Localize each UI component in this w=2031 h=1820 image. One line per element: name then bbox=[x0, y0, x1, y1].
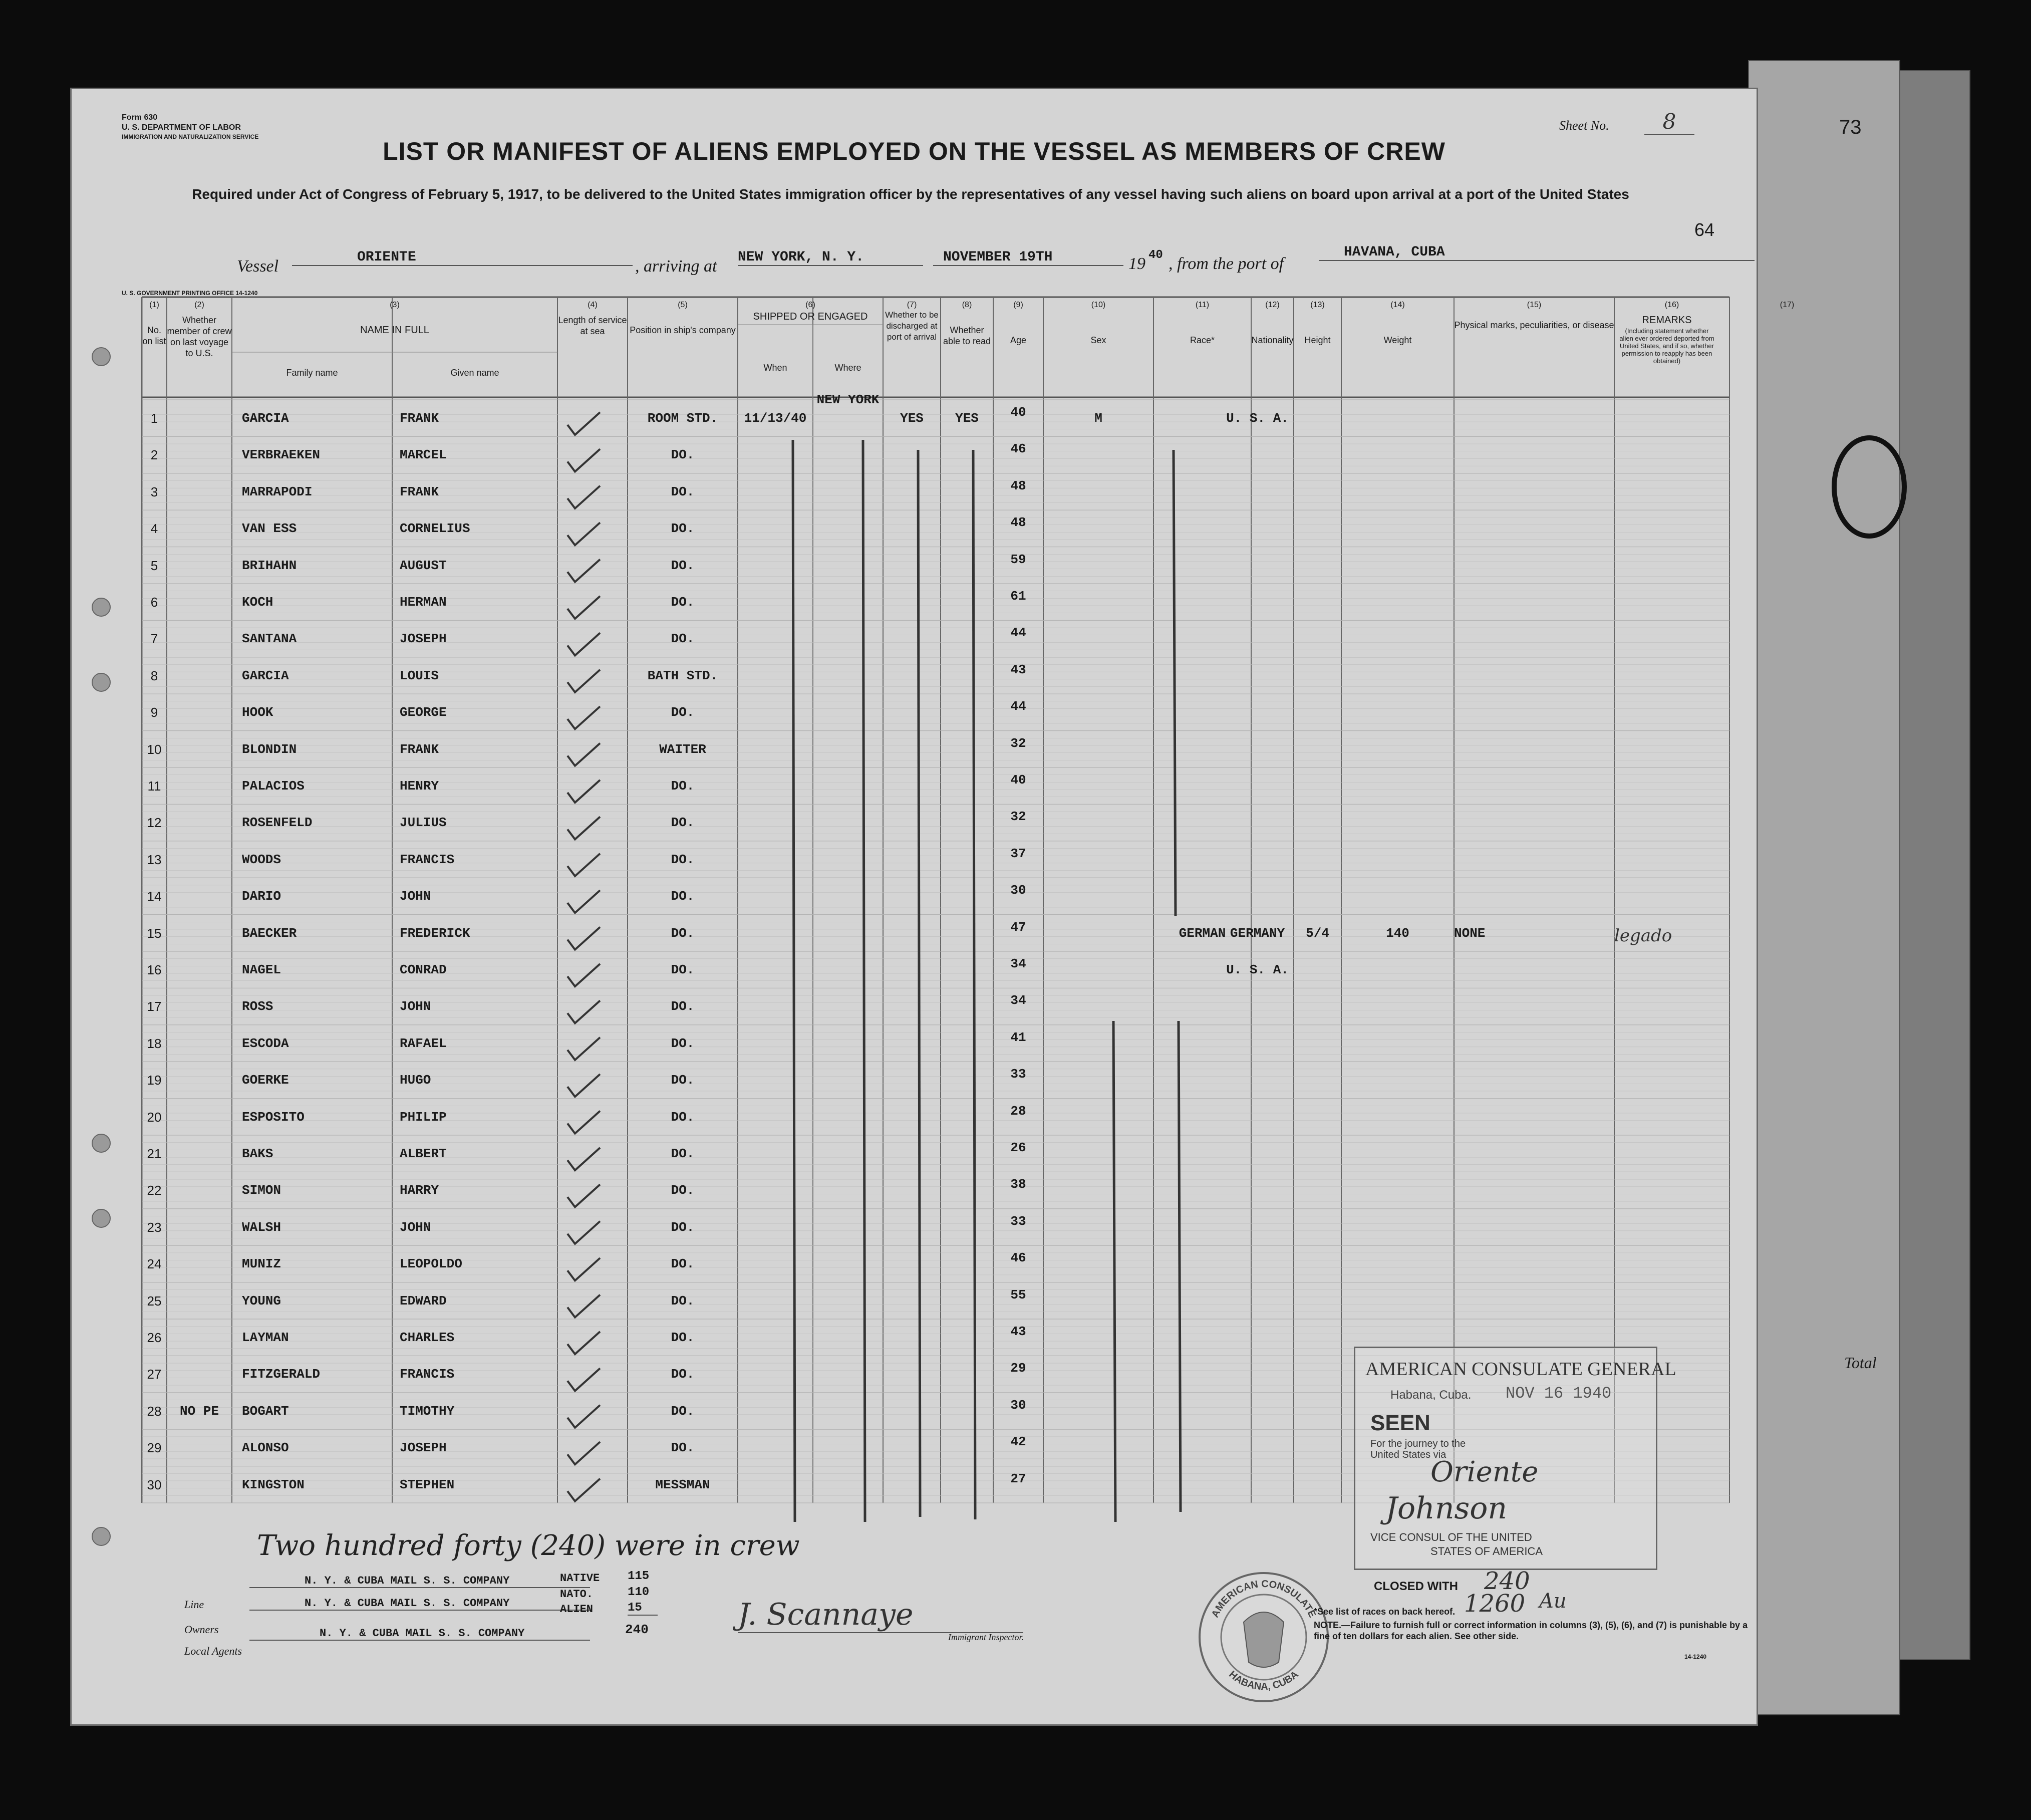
closed-with-value: 240 bbox=[1484, 1567, 1530, 1595]
row-number: 6 bbox=[150, 595, 158, 610]
given-name: FREDERICK bbox=[400, 925, 470, 941]
row-number: 28 bbox=[147, 1403, 162, 1419]
family-name: SIMON bbox=[242, 1183, 281, 1198]
row-number: 5 bbox=[150, 558, 158, 573]
col-header-crew: Whether member of crew on last voyage to U.S. bbox=[167, 315, 232, 358]
failure-note: NOTE.—Failure to furnish full or correct information in columns (3), (5), (6), and (7) is punishable by a fine of ten dollars for each alien. See other side. bbox=[1314, 1620, 1748, 1641]
row-number: 16 bbox=[147, 962, 162, 977]
given-name: FRANK bbox=[400, 741, 439, 757]
row-number: 2 bbox=[150, 447, 158, 463]
shipped-when: 11/13/40 bbox=[744, 411, 807, 426]
service-name: IMMIGRATION AND NATURALIZATION SERVICE bbox=[122, 133, 259, 140]
row-number: 7 bbox=[150, 631, 158, 647]
given-name: JOHN bbox=[400, 889, 431, 904]
position: DO. bbox=[671, 447, 695, 463]
from-port-label: , from the port of bbox=[1169, 254, 1284, 273]
remarks: legado bbox=[1614, 925, 1672, 946]
service-check-mark bbox=[567, 486, 600, 508]
nato-label: NATO. bbox=[560, 1588, 594, 1601]
given-name: LEOPOLDO bbox=[400, 1256, 462, 1272]
position: DO. bbox=[671, 778, 695, 794]
family-name: ESCODA bbox=[242, 1035, 289, 1051]
service-check-mark bbox=[567, 1111, 600, 1134]
year-prefix: 19 bbox=[1128, 254, 1145, 273]
column-number: (2) bbox=[194, 301, 204, 309]
given-name: HUGO bbox=[400, 1073, 431, 1088]
given-name: JOSEPH bbox=[400, 1440, 447, 1456]
stamp-title-1: VICE CONSUL OF THE UNITED bbox=[1370, 1531, 1532, 1543]
position: DO. bbox=[671, 1035, 695, 1051]
page-subtitle: Required under Act of Congress of February 5, 1917, to be delivered to the United States immigration officer by the representatives of any vessel having such aliens on board upon arrival at a port of the United States bbox=[192, 186, 1629, 202]
seal-top-text: AMERICAN CONSULATE bbox=[1209, 1578, 1318, 1620]
nationality: U. S. A. bbox=[1226, 411, 1289, 426]
column-number: (10) bbox=[1091, 301, 1106, 309]
back-page-circle-mark bbox=[1827, 432, 1912, 542]
given-name: HENRY bbox=[400, 778, 439, 794]
family-name: HOOK bbox=[242, 705, 273, 720]
age: 41 bbox=[1010, 1029, 1026, 1045]
service-check-mark bbox=[567, 1442, 600, 1464]
family-name: GARCIA bbox=[242, 411, 289, 426]
col-header-race: Race* bbox=[1190, 335, 1215, 345]
given-name: FRANCIS bbox=[400, 852, 455, 867]
family-name: ROSS bbox=[242, 999, 273, 1014]
age: 33 bbox=[1010, 1067, 1026, 1082]
printer-note: U. S. GOVERNMENT PRINTING OFFICE 14-1240 bbox=[122, 290, 258, 297]
row-number: 8 bbox=[150, 668, 158, 683]
row-number: 22 bbox=[147, 1183, 162, 1198]
service-check-mark bbox=[567, 1405, 600, 1428]
ditto-mark-line bbox=[1113, 1021, 1115, 1522]
position: DO. bbox=[671, 484, 695, 499]
given-name: PHILIP bbox=[400, 1109, 447, 1125]
local-agents-label: Local Agents bbox=[184, 1645, 242, 1657]
row-number: 29 bbox=[147, 1440, 162, 1456]
closed-with-label: CLOSED WITH bbox=[1374, 1580, 1458, 1593]
service-check-mark bbox=[567, 670, 600, 692]
family-name: SANTANA bbox=[242, 631, 297, 647]
corner-page-number: 73 bbox=[1839, 116, 1862, 138]
service-check-mark bbox=[567, 449, 600, 471]
age: 37 bbox=[1010, 846, 1026, 861]
sheet-no-value: 8 bbox=[1644, 109, 1694, 135]
department-name: U. S. DEPARTMENT OF LABOR bbox=[122, 123, 241, 132]
given-name: JOHN bbox=[400, 999, 431, 1014]
age: 48 bbox=[1010, 478, 1026, 493]
col-header-age: Age bbox=[1010, 335, 1027, 345]
company-1: N. Y. & CUBA MAIL S. S. COMPANY bbox=[249, 1575, 590, 1588]
age: 61 bbox=[1010, 589, 1026, 604]
age: 44 bbox=[1010, 699, 1026, 714]
age: 40 bbox=[1010, 772, 1026, 788]
row-number: 19 bbox=[147, 1073, 162, 1088]
row-number: 24 bbox=[147, 1256, 162, 1272]
service-check-mark bbox=[567, 633, 600, 655]
service-check-mark bbox=[567, 523, 600, 545]
alien-count: 15 bbox=[628, 1601, 658, 1616]
sheet-no-label: Sheet No. bbox=[1559, 118, 1609, 133]
vessel-label: Vessel bbox=[237, 257, 279, 276]
year-suffix: 40 bbox=[1148, 248, 1163, 262]
position: DO. bbox=[671, 1256, 695, 1272]
row-number: 18 bbox=[147, 1035, 162, 1051]
race: GERMAN bbox=[1179, 925, 1226, 941]
age: 28 bbox=[1010, 1103, 1026, 1119]
row-number: 15 bbox=[147, 925, 162, 941]
service-check-mark bbox=[567, 1295, 600, 1318]
service-check-mark bbox=[567, 817, 600, 839]
service-check-mark bbox=[567, 1184, 600, 1207]
nationality: GERMANY bbox=[1230, 925, 1285, 941]
service-check-mark bbox=[567, 743, 600, 766]
column-number: (8) bbox=[962, 301, 972, 309]
arriving-label: , arriving at bbox=[635, 257, 717, 276]
family-name: NAGEL bbox=[242, 962, 281, 977]
position: DO. bbox=[671, 925, 695, 941]
col-header-discharged: Whether to be discharged at port of arrival bbox=[885, 310, 939, 342]
position: DO. bbox=[671, 595, 695, 610]
position: DO. bbox=[671, 1183, 695, 1198]
native-label: NATIVE bbox=[560, 1572, 600, 1585]
row-number: 26 bbox=[147, 1330, 162, 1345]
service-check-mark bbox=[567, 596, 600, 619]
row-number: 10 bbox=[147, 741, 162, 757]
age: 46 bbox=[1010, 1250, 1026, 1266]
column-number: (14) bbox=[1390, 301, 1405, 309]
position: BATH STD. bbox=[647, 668, 718, 683]
ditto-mark-line bbox=[1179, 1021, 1181, 1512]
discharged: YES bbox=[900, 411, 924, 426]
nationality: U. S. A. bbox=[1226, 962, 1289, 977]
row-number: 9 bbox=[150, 705, 158, 720]
given-name: GEORGE bbox=[400, 705, 447, 720]
ditto-mark-line bbox=[973, 450, 975, 1519]
age: 33 bbox=[1010, 1213, 1026, 1229]
given-name: FRANCIS bbox=[400, 1367, 455, 1382]
age: 30 bbox=[1010, 883, 1026, 898]
service-check-mark bbox=[567, 560, 600, 582]
sex: M bbox=[1094, 411, 1102, 426]
family-name: WALSH bbox=[242, 1219, 281, 1235]
given-name: CONRAD bbox=[400, 962, 447, 977]
form-code: 14-1240 bbox=[1684, 1653, 1707, 1660]
row-number: 20 bbox=[147, 1109, 162, 1125]
service-check-mark bbox=[567, 1332, 600, 1354]
column-number: (3) bbox=[390, 301, 400, 309]
row-number: 17 bbox=[147, 999, 162, 1014]
col-header-weight: Weight bbox=[1383, 335, 1412, 345]
column-number: (7) bbox=[907, 301, 917, 309]
position: DO. bbox=[671, 1440, 695, 1456]
column-number: (5) bbox=[678, 301, 688, 309]
position: DO. bbox=[671, 962, 695, 977]
service-check-mark bbox=[567, 780, 600, 803]
service-check-mark bbox=[567, 1368, 600, 1391]
row-number: 14 bbox=[147, 889, 162, 904]
able-to-read: YES bbox=[955, 411, 979, 426]
alien-label: ALIEN bbox=[560, 1603, 594, 1616]
row-number: 11 bbox=[147, 778, 161, 794]
position: DO. bbox=[671, 815, 695, 831]
family-name: FITZGERALD bbox=[242, 1367, 321, 1382]
age: 43 bbox=[1010, 1324, 1026, 1339]
age: 59 bbox=[1010, 552, 1026, 567]
service-check-mark bbox=[567, 964, 600, 986]
age: 43 bbox=[1010, 662, 1026, 677]
row-number: 13 bbox=[147, 852, 162, 867]
fee-value: 1260 bbox=[1464, 1590, 1526, 1618]
given-name: CORNELIUS bbox=[400, 521, 470, 537]
line-label: Line bbox=[184, 1598, 204, 1611]
column-number: (1) bbox=[149, 301, 159, 309]
position: DO. bbox=[671, 1109, 695, 1125]
given-name: EDWARD bbox=[400, 1293, 447, 1309]
col-header-remarks: REMARKS bbox=[1642, 315, 1692, 326]
row-number: 4 bbox=[150, 521, 158, 537]
position: DO. bbox=[671, 1403, 695, 1419]
row-number: 1 bbox=[150, 411, 158, 426]
position: DO. bbox=[671, 1219, 695, 1235]
family-name: WOODS bbox=[242, 852, 281, 867]
age: 30 bbox=[1010, 1397, 1026, 1413]
age: 26 bbox=[1010, 1140, 1026, 1155]
given-name: AUGUST bbox=[400, 558, 447, 573]
given-name: STEPHEN bbox=[400, 1477, 455, 1492]
column-number: (4) bbox=[588, 301, 598, 309]
service-check-mark bbox=[567, 1221, 600, 1244]
service-check-mark bbox=[567, 706, 600, 729]
service-check-mark bbox=[567, 1000, 600, 1023]
consulate-stamp bbox=[1354, 1347, 1676, 1570]
given-name: TIMOTHY bbox=[400, 1403, 455, 1419]
age: 27 bbox=[1010, 1471, 1026, 1486]
position: DO. bbox=[671, 889, 695, 904]
nato-count: 110 bbox=[628, 1586, 650, 1599]
vice-consul-signature: Johnson bbox=[1385, 1491, 1508, 1526]
crew-prior-voyage: NO PE bbox=[179, 1403, 219, 1419]
family-name: MUNIZ bbox=[242, 1256, 281, 1272]
ditto-mark-line bbox=[863, 440, 865, 1522]
ditto-mark-line bbox=[1174, 450, 1176, 916]
family-name: BLONDIN bbox=[242, 741, 297, 757]
manifest-sheet bbox=[70, 88, 1795, 1726]
position: MESSMAN bbox=[655, 1477, 710, 1492]
seal-bottom-text: HABANA, CUBA bbox=[1227, 1669, 1301, 1693]
page-title: LIST OR MANIFEST OF ALIENS EMPLOYED ON THE VESSEL AS MEMBERS OF CREW bbox=[383, 137, 1445, 165]
stamp-seen: SEEN bbox=[1370, 1411, 1430, 1435]
given-name: RAFAEL bbox=[400, 1035, 447, 1051]
height: 5/4 bbox=[1306, 925, 1329, 941]
position: DO. bbox=[671, 999, 695, 1014]
physical-marks: NONE bbox=[1454, 925, 1486, 941]
weight: 140 bbox=[1386, 925, 1409, 941]
family-name: GOERKE bbox=[242, 1073, 289, 1088]
stamp-title-2: STATES OF AMERICA bbox=[1430, 1545, 1543, 1557]
consulate-seal bbox=[1194, 1567, 1334, 1707]
col-header-when: When bbox=[763, 363, 787, 373]
given-name: CHARLES bbox=[400, 1330, 455, 1345]
service-check-mark bbox=[567, 1258, 600, 1280]
col-header-position: Position in ship's company bbox=[630, 325, 736, 335]
given-name: HARRY bbox=[400, 1183, 439, 1198]
family-name: ALONSO bbox=[242, 1440, 289, 1456]
arrival-date: NOVEMBER 19TH bbox=[933, 249, 1123, 266]
owners-label: Owners bbox=[184, 1623, 219, 1636]
age: 48 bbox=[1010, 515, 1026, 531]
row-number: 23 bbox=[147, 1219, 162, 1235]
given-name: ALBERT bbox=[400, 1146, 447, 1161]
age: 47 bbox=[1010, 919, 1026, 935]
column-number: (12) bbox=[1265, 301, 1280, 309]
column-number: (16) bbox=[1664, 301, 1679, 309]
stamp-via: Oriente bbox=[1430, 1456, 1539, 1488]
col-header-nationality: Nationality bbox=[1251, 335, 1294, 345]
col-header-service: Length of service at sea bbox=[558, 315, 627, 336]
age: 34 bbox=[1010, 993, 1026, 1008]
position: DO. bbox=[671, 1330, 695, 1345]
col-header-height: Height bbox=[1304, 335, 1331, 345]
fee-suffix: Au bbox=[1539, 1590, 1567, 1613]
position: ROOM STD. bbox=[647, 411, 718, 426]
vessel-name: ORIENTE bbox=[292, 249, 633, 266]
col-header-family: Family name bbox=[286, 368, 338, 378]
race-note: *See list of races on back hereof. bbox=[1314, 1607, 1456, 1617]
family-name: GARCIA bbox=[242, 668, 289, 683]
given-name: FRANK bbox=[400, 484, 439, 499]
given-name: HERMAN bbox=[400, 595, 447, 610]
family-name: YOUNG bbox=[242, 1293, 281, 1309]
position: DO. bbox=[671, 1367, 695, 1382]
inspector-label: Immigrant Inspector. bbox=[948, 1632, 1024, 1642]
column-number: (6) bbox=[805, 301, 815, 309]
age: 44 bbox=[1010, 625, 1026, 641]
row-number: 3 bbox=[150, 484, 158, 499]
stamp-place: Habana, Cuba. bbox=[1390, 1388, 1472, 1402]
position: DO. bbox=[671, 852, 695, 867]
handwritten-summary: Two hundred forty (240) were in crew bbox=[257, 1529, 800, 1562]
position: DO. bbox=[671, 1073, 695, 1088]
position: WAITER bbox=[659, 741, 706, 757]
family-name: LAYMAN bbox=[242, 1330, 289, 1345]
family-name: VAN ESS bbox=[242, 521, 297, 537]
age: 29 bbox=[1010, 1361, 1026, 1376]
col-header-marks: Physical marks, peculiarities, or disease bbox=[1454, 320, 1614, 330]
given-name: JOHN bbox=[400, 1219, 431, 1235]
shipped-where: NEW YORK bbox=[816, 392, 880, 407]
ditto-mark-line bbox=[793, 440, 795, 1522]
stamp-date: NOV 16 1940 bbox=[1506, 1384, 1612, 1403]
back-page-total-label: Total bbox=[1844, 1354, 1877, 1372]
inspector-signature: J. Scannaye bbox=[738, 1597, 1023, 1633]
family-name: ESPOSITO bbox=[242, 1109, 305, 1125]
company-3: N. Y. & CUBA MAIL S. S. COMPANY bbox=[249, 1627, 590, 1641]
company-2: N. Y. & CUBA MAIL S. S. COMPANY bbox=[249, 1597, 590, 1611]
service-check-mark bbox=[567, 890, 600, 913]
position: DO. bbox=[671, 631, 695, 647]
column-number: (15) bbox=[1527, 301, 1542, 309]
row-number: 27 bbox=[147, 1367, 162, 1382]
column-number: (9) bbox=[1013, 301, 1023, 309]
family-name: VERBRAEKEN bbox=[242, 447, 321, 463]
family-name: DARIO bbox=[242, 889, 281, 904]
col-header-sex: Sex bbox=[1090, 335, 1106, 345]
given-name: JULIUS bbox=[400, 815, 447, 831]
col-header-shipped: SHIPPED OR ENGAGED bbox=[753, 311, 868, 322]
family-name: MARRAPODI bbox=[242, 484, 313, 499]
stamp-journey: For the journey to the United States via bbox=[1370, 1438, 1466, 1460]
given-name: JOSEPH bbox=[400, 631, 447, 647]
from-port: HAVANA, CUBA bbox=[1319, 244, 1755, 261]
given-name: FRANK bbox=[400, 411, 439, 426]
family-name: KOCH bbox=[242, 595, 273, 610]
age: 40 bbox=[1010, 405, 1026, 420]
family-name: ROSENFELD bbox=[242, 815, 313, 831]
age: 34 bbox=[1010, 956, 1026, 971]
col-header-read: Whether able to read bbox=[943, 325, 991, 346]
row-number: 12 bbox=[147, 815, 162, 831]
service-check-mark bbox=[567, 854, 600, 876]
col-header-name: NAME IN FULL bbox=[360, 325, 429, 336]
position: DO. bbox=[671, 1293, 695, 1309]
age: 38 bbox=[1010, 1177, 1026, 1192]
age: 32 bbox=[1010, 809, 1026, 825]
given-name: LOUIS bbox=[400, 668, 439, 683]
row-number: 25 bbox=[147, 1293, 162, 1309]
family-name: BRIHAHN bbox=[242, 558, 297, 573]
ditto-mark-line bbox=[918, 450, 920, 1517]
age: 42 bbox=[1010, 1434, 1026, 1450]
row-number: 30 bbox=[147, 1477, 162, 1492]
service-check-mark bbox=[567, 1037, 600, 1060]
family-name: PALACIOS bbox=[242, 778, 305, 794]
position: DO. bbox=[671, 521, 695, 537]
family-name: BOGART bbox=[242, 1403, 289, 1419]
column-number: (17) bbox=[1780, 301, 1795, 309]
col-header-no: No. on list bbox=[142, 325, 166, 346]
service-check-mark bbox=[567, 1148, 600, 1170]
col-header-given: Given name bbox=[450, 368, 499, 378]
age: 46 bbox=[1010, 441, 1026, 457]
service-check-mark bbox=[567, 927, 600, 950]
stamp-line1: AMERICAN CONSULATE GENERAL bbox=[1365, 1359, 1676, 1380]
col-header-remarks-note: (Including statement whether alien ever ordered deported from United States, and if so, whether permission to reapply has been obtained) bbox=[1619, 327, 1714, 365]
native-count: 115 bbox=[628, 1570, 650, 1583]
crew-total: 240 bbox=[625, 1622, 649, 1637]
arriving-at: NEW YORK, N. Y. bbox=[738, 249, 923, 266]
position: DO. bbox=[671, 558, 695, 573]
form-number: Form 630 bbox=[122, 113, 158, 122]
row-number: 21 bbox=[147, 1146, 162, 1161]
position: DO. bbox=[671, 1146, 695, 1161]
column-number: (11) bbox=[1195, 301, 1210, 309]
age: 55 bbox=[1010, 1287, 1026, 1303]
age: 32 bbox=[1010, 735, 1026, 751]
column-number: (13) bbox=[1310, 301, 1325, 309]
family-name: BAECKER bbox=[242, 925, 297, 941]
position: DO. bbox=[671, 705, 695, 720]
family-name: KINGSTON bbox=[242, 1477, 305, 1492]
given-name: MARCEL bbox=[400, 447, 447, 463]
col-header-where: Where bbox=[834, 363, 861, 373]
service-check-mark bbox=[567, 412, 600, 435]
margin-number: 64 bbox=[1694, 219, 1715, 240]
service-check-mark bbox=[567, 1074, 600, 1097]
family-name: BAKS bbox=[242, 1146, 273, 1161]
service-check-mark bbox=[567, 1479, 600, 1501]
